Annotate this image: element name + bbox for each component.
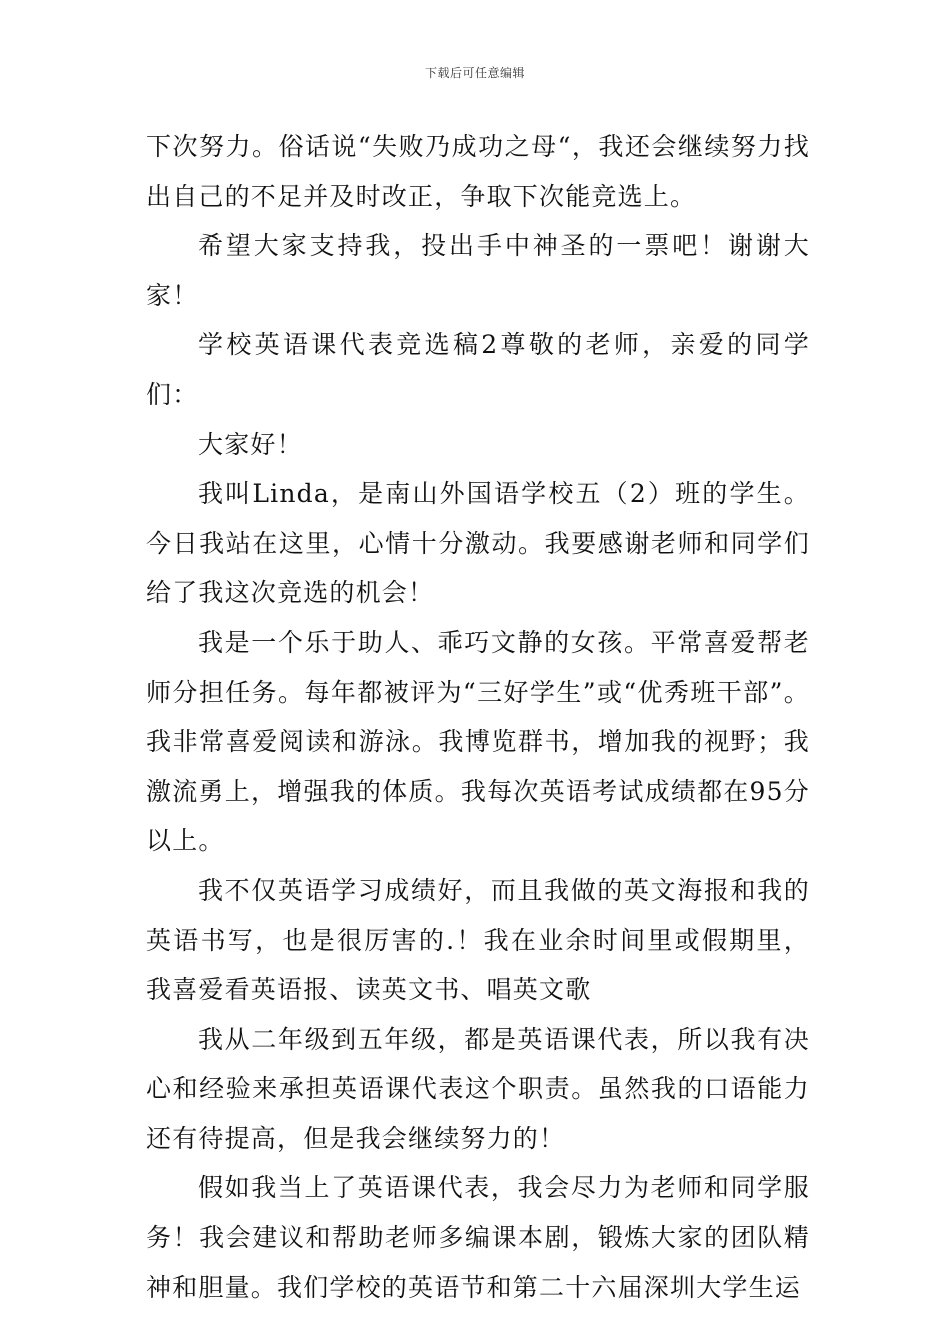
paragraph: 假如我当上了英语课代表，我会尽力为老师和同学服务！我会建议和帮助老师多编课本剧，锻炼大家的团队精神和胆量。我们学校的英语节和第二十六届深圳大学生运 <box>146 1173 810 1302</box>
paragraph: 下次努力。俗话说“失败乃成功之母“，我还会继续努力找出自己的不足并及时改正，争取下次能竞选上。 <box>146 132 810 211</box>
paragraph: 我从二年级到五年级，都是英语课代表，所以我有决心和经验来承担英语课代表这个职责。虽然我的口语能力还有待提高，但是我会继续努力的！ <box>146 1024 810 1153</box>
paragraph: 我不仅英语学习成绩好，而且我做的英文海报和我的英语书写，也是很厉害的.！我在业余时间里或假期里，我喜爱看英语报、读英文书、唱英文歌 <box>146 875 810 1005</box>
paragraph: 我是一个乐于助人、乖巧文静的女孩。平常喜爱帮老师分担任务。每年都被评为“三好学生”或“优秀班干部”。我非常喜爱阅读和游泳。我博览群书，增加我的视野；我激流勇上，增强我的体质。我每次英语考试成绩都在95分以上。 <box>146 627 810 856</box>
paragraph: 学校英语课代表竞选稿2尊敬的老师，亲爱的同学们： <box>146 330 810 409</box>
paragraph: 我叫Linda，是南山外国语学校五（2）班的学生。今日我站在这里，心情十分激动。我要感谢老师和同学们给了我这次竞选的机会！ <box>146 479 810 608</box>
page-header: 下载后可任意编辑 <box>424 66 525 80</box>
paragraph: 希望大家支持我，投出手中神圣的一票吧！谢谢大家！ <box>146 231 810 310</box>
paragraph: 大家好！ <box>198 429 303 459</box>
document-body <box>146 122 810 1312</box>
